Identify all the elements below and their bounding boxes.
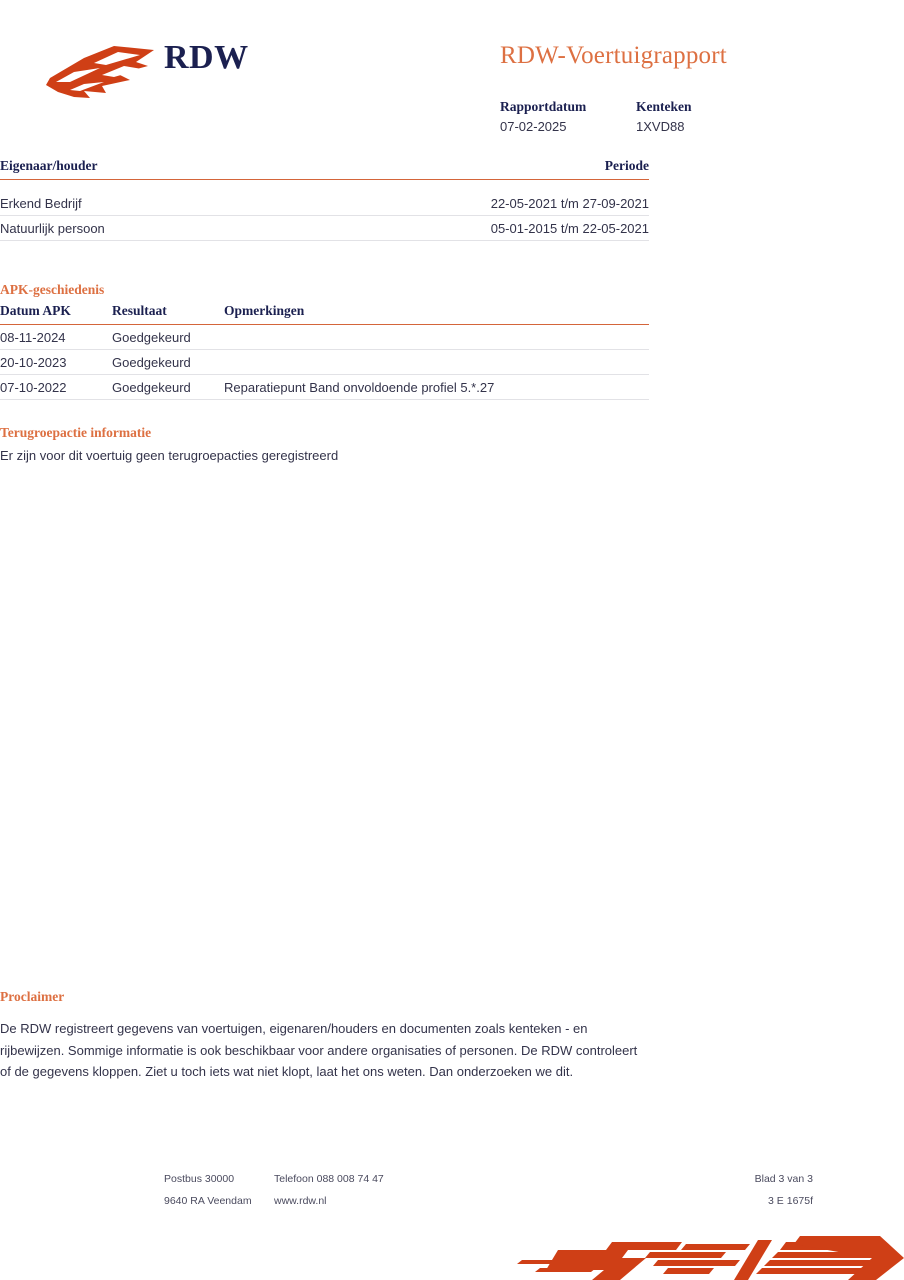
license-plate-value: 1XVD88 xyxy=(636,119,685,134)
rdw-arrow-logo-icon xyxy=(44,44,160,102)
footer-address-line1: Postbus 30000 xyxy=(164,1173,235,1185)
owner-period-cell: 05-01-2015 t/m 22-05-2021 xyxy=(340,216,649,241)
rdw-bottom-stripes-graphic xyxy=(500,1228,904,1280)
proclaimer-section-body: De RDW registreert gegevens van voertuigen, eigenaren/houders en documenten zoals kenteken - en rijbewijzen. Sommige informatie is ook beschikbaar voor andere organisaties of personen. De RDW controleert of de gegevens kloppen. Ziet u toch iets wat niet klopt, laat het ons weten. Dan onderzoeken we dit. xyxy=(0,1021,638,1079)
apk-result-cell: Goedgekeurd xyxy=(112,325,224,350)
page-title: RDW-Voertuigrapport xyxy=(500,42,727,69)
footer-row-second xyxy=(164,1190,813,1212)
table-row xyxy=(0,375,649,400)
apk-column-header-date: Datum APK xyxy=(0,303,112,325)
owner-holder-cell: Natuurlijk persoon xyxy=(0,216,340,241)
apk-result-cell: Goedgekeurd xyxy=(112,375,224,400)
table-row xyxy=(0,191,649,216)
report-date-block xyxy=(500,98,636,116)
apk-remarks-cell xyxy=(224,350,649,375)
recall-section-title: Terugroepactie informatie xyxy=(0,425,152,440)
report-meta-values xyxy=(500,116,840,138)
proclaimer-section xyxy=(0,988,649,1083)
apk-table-header-row xyxy=(0,303,649,325)
footer-form-code: 3 E 1675f xyxy=(768,1195,813,1207)
owner-table-spacer xyxy=(0,180,649,192)
footer-address-line2: 9640 RA Veendam xyxy=(164,1195,252,1207)
rdw-logo-wordmark: RDW xyxy=(164,39,249,76)
apk-result-cell: Goedgekeurd xyxy=(112,350,224,375)
apk-remarks-cell xyxy=(224,325,649,350)
owner-table xyxy=(0,158,649,241)
report-date-value: 07-02-2025 xyxy=(500,119,567,134)
report-date-label: Rapportdatum xyxy=(500,99,587,114)
owner-column-header-holder: Eigenaar/houder xyxy=(0,158,340,180)
apk-column-header-remarks: Opmerkingen xyxy=(224,303,649,325)
owner-column-header-period: Periode xyxy=(340,158,649,180)
rdw-logo xyxy=(44,36,304,108)
document-header xyxy=(0,0,904,150)
apk-date-cell: 08-11-2024 xyxy=(0,325,112,350)
apk-column-header-result: Resultaat xyxy=(112,303,224,325)
recall-section xyxy=(0,424,649,466)
footer-row-first xyxy=(164,1168,813,1190)
apk-date-cell: 20-10-2023 xyxy=(0,350,112,375)
owner-holder-cell: Erkend Bedrijf xyxy=(0,191,340,216)
owner-section xyxy=(0,158,649,241)
apk-section-title: APK-geschiedenis xyxy=(0,282,105,297)
footer-website[interactable]: www.rdw.nl xyxy=(274,1195,327,1207)
table-row xyxy=(0,325,649,350)
report-meta-labels xyxy=(500,98,840,116)
apk-date-cell: 07-10-2022 xyxy=(0,375,112,400)
proclaimer-section-title: Proclaimer xyxy=(0,989,65,1004)
recall-section-text: Er zijn voor dit voertuig geen terugroepacties geregistreerd xyxy=(0,448,339,463)
license-plate-label: Kenteken xyxy=(636,99,692,114)
report-meta xyxy=(500,98,840,138)
apk-history-table xyxy=(0,303,649,400)
footer-page-number: Blad 3 van 3 xyxy=(754,1173,813,1185)
owner-table-header-row xyxy=(0,158,649,180)
document-footer xyxy=(164,1168,813,1212)
footer-phone: Telefoon 088 008 74 47 xyxy=(274,1173,384,1185)
license-plate-block xyxy=(636,98,772,116)
apk-remarks-cell: Reparatiepunt Band onvoldoende profiel 5.*.27 xyxy=(224,375,649,400)
apk-history-section xyxy=(0,281,649,400)
table-row xyxy=(0,350,649,375)
owner-period-cell: 22-05-2021 t/m 27-09-2021 xyxy=(340,191,649,216)
table-row xyxy=(0,216,649,241)
